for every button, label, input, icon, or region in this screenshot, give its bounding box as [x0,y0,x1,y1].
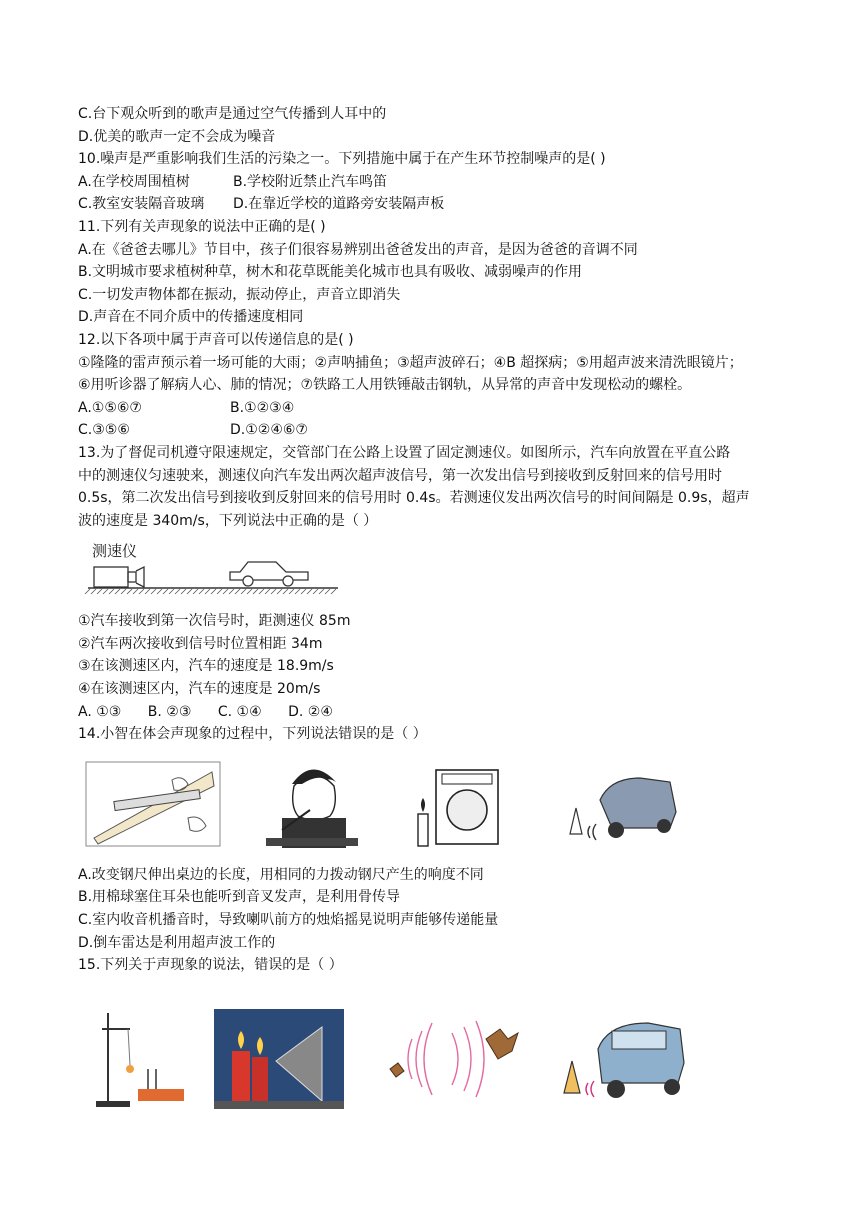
ping-pong-ball-icon [126,1065,134,1073]
tuning-fork-boy-figure [262,760,362,850]
bat-icon [486,1029,518,1059]
reverse-radar-figure [560,760,680,850]
resonance-box [138,1089,184,1101]
table-edge [94,772,214,844]
q14-option-d: D.倒车雷达是利用超声波工作的 [78,934,276,951]
q12-option-a: A.①⑤⑥⑦ [78,399,142,416]
string-line [128,1029,130,1065]
ping-pong-tuning-fork-figure [88,1009,188,1109]
q11-option-b: B.文明城市要求植树种草，树木和花草既能美化城市也具有吸收、减弱噪声的作用 [78,264,583,281]
car-wheel-2 [664,1079,680,1095]
q13-stem-line1: 13.为了督促司机遵守限速规定，交管部门在公路上设置了固定测速仪。如图所示，汽车向放置在平直公路 [78,444,731,461]
q9-option-d: D.优美的歌声一定不会成为噪音 [78,128,276,145]
q10-option-c: C.教室安装隔音玻璃 [78,196,205,213]
candle-speaker-photo [214,1009,344,1109]
traffic-cone-icon [570,808,582,834]
q12-option-b: B.①②③④ [230,399,295,416]
q13-option-b: B. ②③ [147,703,192,720]
q13-statement-4: ④在该测速区内，汽车的速度是 20m/s [78,681,321,698]
q15-figures [88,1009,798,1109]
ultrasonic-wave-icon [408,1021,484,1097]
q10-option-d: D.在靠近学校的道路旁安装隔声板 [233,196,445,213]
speed-radar-figure [82,542,798,604]
speed-radar-diagram [82,542,342,604]
q13-stem-line4: 波的速度是 340m/s，下列说法中正确的是（ ） [78,512,378,529]
q13-stem-line3: 0.5s，第二次发出信号到接收到反射回来的信号用时 0.4s。若测速仪发出两次信号的时间间隔是 0.9s，超声 [78,490,750,507]
candle-icon [418,814,428,846]
car-body [230,562,308,580]
moth-icon [390,1063,404,1077]
car-wheel-front [243,576,253,586]
stand-base [96,1101,130,1107]
car-wheel [607,1080,625,1098]
q14-option-b: B.用棉球塞住耳朵也能听到音叉发声，是利用骨传导 [78,889,401,906]
ruler-on-table-figure [84,760,224,850]
speed-radar-label: 测速仪 [92,542,138,561]
bat-echolocation-figure [382,1009,522,1109]
table-surface [266,838,358,846]
car-rear-window [612,1031,666,1049]
q10-stem: 10.噪声是严重影响我们生活的污染之一。下列措施中属于在产生环节控制噪声的是( ) [78,151,606,168]
traffic-cone-icon [564,1061,580,1093]
q12-options-row2 [78,419,798,442]
candle-2-icon [252,1057,268,1101]
q13-statement-3: ③在该测速区内，汽车的速度是 18.9m/s [78,658,334,675]
car-wheel-rear [283,576,293,586]
q10-options-row2 [78,193,798,216]
q13-option-c: C. ①④ [217,703,262,720]
q12-items-line1: ①隆隆的雷声预示着一场可能的大雨；②声呐捕鱼；③超声波碎石；④B 超探病；⑤用超声波来清洗眼镜片； [78,354,743,371]
q12-option-c: C.③⑤⑥ [78,422,130,439]
hand-bottom-icon [188,817,206,831]
road-hatch [85,589,336,594]
q14-stem: 14.小智在体会声现象的过程中，下列说法错误的是（ ） [78,726,427,743]
q10-options-row1 [78,171,798,194]
q14-option-c: C.室内收音机播音时，导致喇叭前方的烛焰摇晃说明声能够传递能量 [78,912,499,929]
q13-stem-line2: 中的测速仪匀速驶来，测速仪向汽车发出两次超声波信号，第一次发出信号到接收到反射回来的信号用时 [78,467,722,484]
q13-statement-1: ①汽车接收到第一次信号时，距测速仪 85m [78,613,351,630]
q15-stem: 15.下列关于声现象的说法，错误的是（ ） [78,957,343,974]
radio-candle-figure [404,760,514,850]
q10-option-a: A.在学校周围植树 [78,173,190,190]
q13-statement-2: ②汽车两次接收到信号时位置相距 34m [78,635,323,652]
q11-option-c: C.一切发声物体都在振动，振动停止，声音立即消失 [78,286,401,303]
radar-lens [128,572,136,582]
q11-stem: 11.下列有关声现象的说法中正确的是( ) [78,218,326,235]
radar-box [94,567,128,587]
q12-options-row1 [78,397,798,420]
q12-items-line2: ⑥用听诊器了解病人心、肺的情况；⑦铁路工人用铁锤敲击钢轨，从异常的声音中发现松动的螺栓。 [78,377,692,394]
q11-option-a: A.在《爸爸去哪儿》节目中，孩子们很容易辨别出爸爸发出的声音，是因为爸爸的音调不同 [78,241,638,258]
car-reverse-radar-figure [558,1009,688,1109]
sound-wave-icon [586,1081,594,1097]
car-wheel-2 [657,819,671,833]
speaker-icon [447,790,487,830]
q13-option-a: A. ①③ [78,703,122,720]
q13-options [78,701,798,724]
q12-option-d: D.①②④⑥⑦ [230,422,308,439]
car-wheel [608,822,624,838]
q14-figures [84,760,798,850]
q10-option-b: B.学校附近禁止汽车鸣笛 [233,173,388,190]
sound-wave-icon [588,824,596,840]
exam-page [78,103,798,1109]
tuning-fork-icon [148,1069,156,1089]
radar-horn [136,567,144,587]
photo-floor [214,1101,344,1109]
candle-1-icon [232,1051,250,1101]
q9-option-c: C.台下观众听到的歌声是通过空气传播到人耳中的 [78,106,387,122]
q11-option-d: D.声音在不同介质中的传播速度相同 [78,309,304,326]
q14-option-a: A.改变钢尺伸出桌边的长度，用相同的力拨动钢尺产生的响度不同 [78,866,484,883]
flame-icon [421,798,425,812]
q13-option-d: D. ②④ [288,703,333,720]
q12-stem: 12.以下各项中属于声音可以传递信息的是( ) [78,331,354,348]
